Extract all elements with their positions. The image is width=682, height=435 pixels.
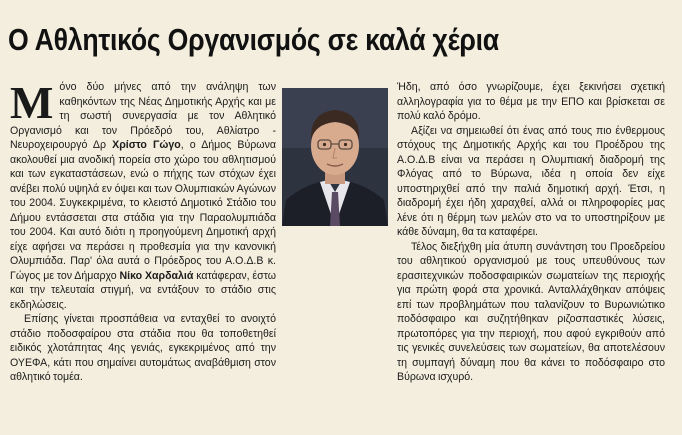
article-headline: Ο Αθλητικός Οργανισμός σε καλά χέρια	[8, 22, 499, 57]
paragraph-1-start: όνο δύο μήνες από την ανάληψη των καθηκόντων της Νέας Δημοτικής Αρχής και με τη σωστή συνεργασία με τον Αθλητικό Οργανισμό και τον Πρόεδρό του, Αθλίατρο - Νευροχειρουργό Δρ	[10, 81, 276, 151]
person-name-hardalias: Νίκο Χαρδαλιά	[119, 269, 194, 282]
portrait-photo	[282, 88, 388, 226]
portrait-illustration	[282, 88, 388, 226]
article-paragraph-3: Ήδη, από όσο γνωρίζουμε, έχει ξεκινήσει σχετική αλληλογραφία για το θέμα με την ΕΠΟ και βρίσκεται σε πολύ καλό δρόμο.	[397, 81, 665, 122]
article-paragraph-5: Τέλος διεξήχθη μία άτυπη συνάντηση του Προεδρείου του αθλητικού οργανισμού με τους υπευθύνους των ερασιτεχνικών ποδοσφαιρικών σωματείων της περιοχής για πρώτη φορά στα χρονικά. Ανταλλάχθηκαν απόψεις επί των προβλημάτων που ταλανίζουν το Βυρωνιώτικο ποδόσφαιρο και συζητήθηκαν ριζοσπαστικές λύσεις, πρωτοπόρες για την περιοχή, που αφού εγκριθούν από τις γενικές συνελεύσεις των σωματείων, θα αποτελέσουν τη συμπαγή δύναμη που θα κάνει το ποδόσφαιρο στο Βύρωνα ισχυρό.	[397, 240, 665, 383]
article-column-left	[10, 77, 277, 385]
drop-cap: Μ	[10, 77, 54, 128]
article-paragraph-4: Αξίζει να σημειωθεί ότι ένας από τους πιο ένθερμους στόχους της Δημοτικής Αρχής και του Προέδρου της Α.Ο.Δ.Β είναι να περάσει η Ολυμπιακή διαδρομή της Φλόγας από το Βύρωνα, ιδέα η οποία δεν είχε υποστηριχθεί από την παλιά δημοτική αρχή. Έτσι, η διαδρομή έχει ήδη χαραχθεί, αλλά οι πληροφορίες μας λένε ότι η θέρμη των μελών στο να το υποστηρίξουν με κάθε δύναμη, θα τα καταφέρει.	[397, 124, 665, 238]
paragraph-1-tail: κατάφεραν, έστω και την τελευταία στιγμή, να εντάξουν το στάδιο στις εκδηλώσεις.	[10, 269, 277, 311]
article-column-right	[397, 80, 665, 385]
article-paragraph-1	[10, 77, 277, 312]
person-name-gogos: Χρίστο Γώγο	[112, 139, 181, 151]
paragraph-1-end: , ο Δήμος Βύρωνα ακολουθεί μια ανοδική πορεία στο χώρο του αθλητισμού και των εγκαταστάσεων, ενώ ο πήχης των στόχων έχει ανέβει πολύ υψηλά εν όψει και των Ολυμπιακών Αγώνων του 2004. Συγκεκριμένα, το κλειστό Δημοτικό Στάδιο του Δήμου εντάσσεται στα στάδια για την Παραολυμπιάδα του 2004. Και αυτό διότι η προηγούμενη Δημοτική αρχή είχε αφήσει να περάσει η προθεσμία για την κανονική Ολυμπιάδα. Παρ' όλα αυτά ο Πρόεδρος του Α.Ο.Δ.Β κ. Γώγος με τον Δήμαρχο	[10, 139, 276, 282]
article-paragraph-2: Επίσης γίνεται προσπάθεια να ενταχθεί το ανοιχτό στάδιο ποδοσφαίρου στα στάδια που θα τοποθετηθεί ειδικός χλοτάπητας 4ης γενιάς, εγκεκριμένος από την ΟΥΕΦΑ, κάτι που σημαίνει αυτομάτως αναβάθμιση στον αθλητικό τομέα.	[10, 313, 276, 383]
